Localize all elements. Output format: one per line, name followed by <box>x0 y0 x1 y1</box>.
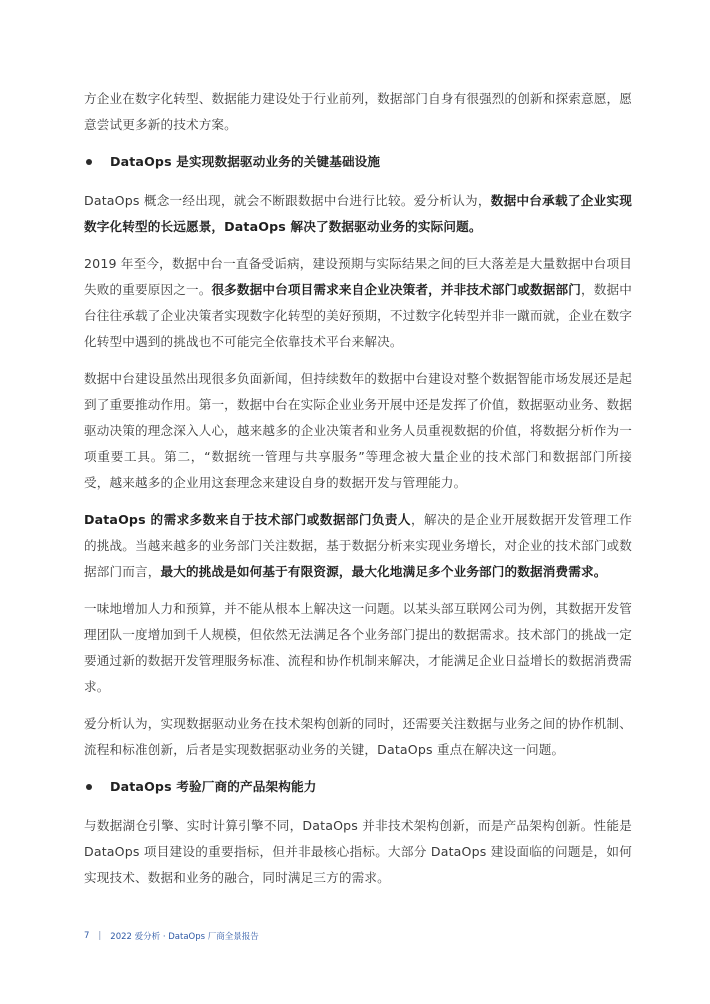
paragraph-text: ，数据中台往往承载了企业决策者实现数字化转型的美好预期，不过数字化转型并非一蹴而就，企业在数字化转型中遇到的挑战也不可能完全依靠技术平台来解决。 <box>84 282 632 349</box>
section-heading-text: DataOps 是实现数据驱动业务的关键基础设施 <box>110 154 381 169</box>
paragraph <box>84 813 632 891</box>
emphasis-text: 最大的挑战是如何基于有限资源，最大化地满足多个业务部门的数据消费需求。 <box>160 564 607 579</box>
paragraph-text: 爱分析认为，实现数据驱动业务在技术架构创新的同时，还需要关注数据与业务之间的协作机制、流程和标准创新，后者是实现数据驱动业务的关键，DataOps 重点在解决这一问题。 <box>84 716 632 757</box>
paragraph-text: 数据中台建设虽然出现很多负面新闻，但持续数年的数据中台建设对整个数据智能市场发展还是起到了重要推动作用。第一，数据中台在实际企业业务开展中还是发挥了价值，数据驱动业务、数据驱动决策的理念深入人心，越来越多的企业决策者和业务人员重视数据的价值，将数据分析作为一项重要工具。第二，“数据统一管理与共享服务”等理念被大量企业的技术部门和数据部门所接受，越来越多的企业用这套理念来建设自身的数据开发与管理能力。 <box>84 371 632 490</box>
page-number: 7 <box>84 931 90 941</box>
paragraph <box>84 366 632 496</box>
section-heading-text: DataOps 考验厂商的产品架构能力 <box>110 779 317 794</box>
paragraph <box>84 188 632 240</box>
paragraph-text: DataOps 概念一经出现，就会不断跟数据中台进行比较。爱分析认为， <box>84 193 491 208</box>
section-heading <box>84 149 632 175</box>
paragraph <box>84 251 632 355</box>
emphasis-text: 很多数据中台项目需求来自企业决策者，并非技术部门或数据部门 <box>211 282 582 297</box>
paragraph <box>84 596 632 700</box>
bullet-icon <box>86 159 92 165</box>
paragraph-text: 一味地增加人力和预算，并不能从根本上解决这一问题。以某头部互联网公司为例，其数据开发管理团队一度增加到千人规模，但依然无法满足各个业务部门提出的数据需求。技术部门的挑战一定要通过新的数据开发管理服务标准、流程和协作机制来解决，才能满足企业日益增长的数据消费需求。 <box>84 601 632 694</box>
section-heading <box>84 774 632 800</box>
paragraph-text: 与数据湖仓引擎、实时计算引擎不同，DataOps 并非技术架构创新，而是产品架构创新。性能是 DataOps 项目建设的重要指标，但并非最核心指标。大部分 DataOps 建设面临的问题是，如何实现技术、数据和业务的融合，同时满足三方的需求。 <box>84 818 632 885</box>
paragraph-text: 2019 年至今，数据中台一直备受诟病，建设预期与实际结果之间的巨大落差是大量数据中台项目失败的重要原因之一。 <box>84 256 632 297</box>
report-body <box>84 86 632 902</box>
emphasis-text: DataOps 的需求多数来自于技术部门或数据部门负责人 <box>84 512 411 527</box>
bullet-icon <box>86 784 92 790</box>
paragraph <box>84 86 632 138</box>
emphasis-text: 数据中台承载了企业实现数字化转型的长远愿景，DataOps 解决了数据驱动业务的实际问题。 <box>84 193 632 234</box>
paragraph-text: 方企业在数字化转型、数据能力建设处于行业前列，数据部门自身有很强烈的创新和探索意愿，愿意尝试更多新的技术方案。 <box>84 91 632 132</box>
page-footer <box>84 930 259 942</box>
report-title: 2022 爱分析 · DataOps 厂商全景报告 <box>110 932 259 942</box>
paragraph <box>84 507 632 585</box>
paragraph <box>84 711 632 763</box>
footer-separator: | <box>98 931 102 941</box>
paragraph-text: ，解决的是企业开展数据开发管理工作的挑战。当越来越多的业务部门关注数据，基于数据分析来实现业务增长，对企业的技术部门或数据部门而言， <box>84 512 632 579</box>
